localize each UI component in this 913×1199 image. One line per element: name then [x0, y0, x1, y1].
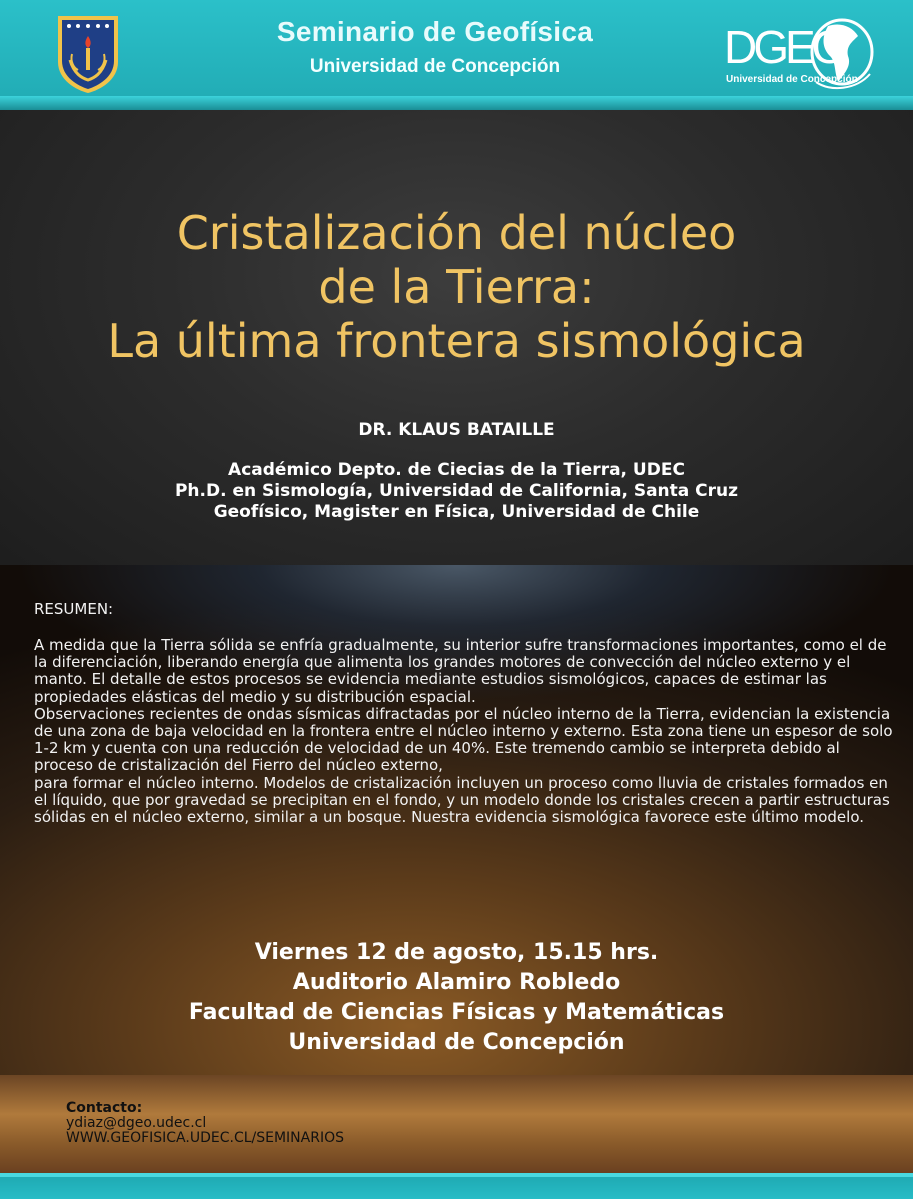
- abstract-paragraph: Observaciones recientes de ondas sísmicas difractadas por el núcleo interno de la Tierra, evidencian la existencia de una zona de baja velocidad en la frontera entre el núcleo interno y externo. Esta zona tiene un espesor de solo 1-2 km y cuenta con una reducción de velocidad de un 40%. Este tremendo cambio se interpreta debido al proceso de cristalización del Fierro del núcleo externo,: [34, 704, 893, 775]
- contact-email[interactable]: ydiaz@dgeo.udec.cl: [66, 1115, 207, 1131]
- talk-title-line: La última frontera sismológica: [107, 314, 806, 368]
- contact-block: [66, 1101, 344, 1146]
- event-faculty: Facultad de Ciencias Físicas y Matemáticas: [188, 1000, 725, 1025]
- abstract-label: RESUMEN:: [34, 600, 114, 618]
- contact-website[interactable]: WWW.GEOFISICA.UDEC.CL/SEMINARIOS: [66, 1130, 344, 1146]
- speaker-name: DR. KLAUS BATAILLE: [358, 420, 555, 440]
- university-crest-icon: [56, 14, 120, 94]
- seminar-title: Seminario de Geofísica: [276, 16, 594, 47]
- contact-label: Contacto:: [66, 1100, 143, 1116]
- dgeo-subtext: Universidad de Concepción: [726, 74, 858, 85]
- event-venue: Auditorio Alamiro Robledo: [292, 970, 621, 995]
- footer-strip-highlight: [0, 1173, 913, 1177]
- speaker-bio-line: Académico Depto. de Ciecias de la Tierra, UDEC: [228, 460, 685, 480]
- university-name: Universidad de Concepción: [309, 56, 561, 77]
- dgeo-globe-logo-icon: [720, 12, 880, 96]
- talk-title-line: Cristalización del núcleo: [176, 206, 737, 260]
- event-university: Universidad de Concepción: [288, 1030, 625, 1055]
- header-strip: [0, 96, 913, 110]
- event-date: Viernes 12 de agosto, 15.15 hrs.: [254, 940, 659, 965]
- abstract-paragraph: para formar el núcleo interno. Modelos de cristalización incluyen un proceso como lluvia de cristales formados en el líquido, que por gravedad se precipitan en el fondo, y un modelo donde los cristales crecen a partir estructuras sólidas en el núcleo externo, similar a un bosque. Nuestra evidencia sismológica favorece este último modelo.: [34, 773, 890, 827]
- speaker-bio-line: Geofísico, Magister en Física, Universidad de Chile: [213, 502, 700, 522]
- event-details: [100, 938, 813, 1058]
- abstract-paragraph: A medida que la Tierra sólida se enfría gradualmente, su interior sufre transformaciones importantes, como el de la diferenciación, liberando energía que alimenta los grandes motores de convección del núcleo externo y el manto. El detalle de estos procesos se evidencia mediante estudios sismológicos, capaces de estimar las propiedades elásticas del medio y su distribución espacial.: [34, 636, 887, 706]
- talk-title: [40, 206, 873, 368]
- talk-title-line: de la Tierra:: [318, 260, 595, 314]
- abstract-text: [34, 637, 894, 826]
- speaker-bio-line: Ph.D. en Sismología, Universidad de California, Santa Cruz: [174, 481, 739, 501]
- speaker-bio: [100, 460, 813, 523]
- dgeo-wordmark: DGEO: [724, 21, 844, 73]
